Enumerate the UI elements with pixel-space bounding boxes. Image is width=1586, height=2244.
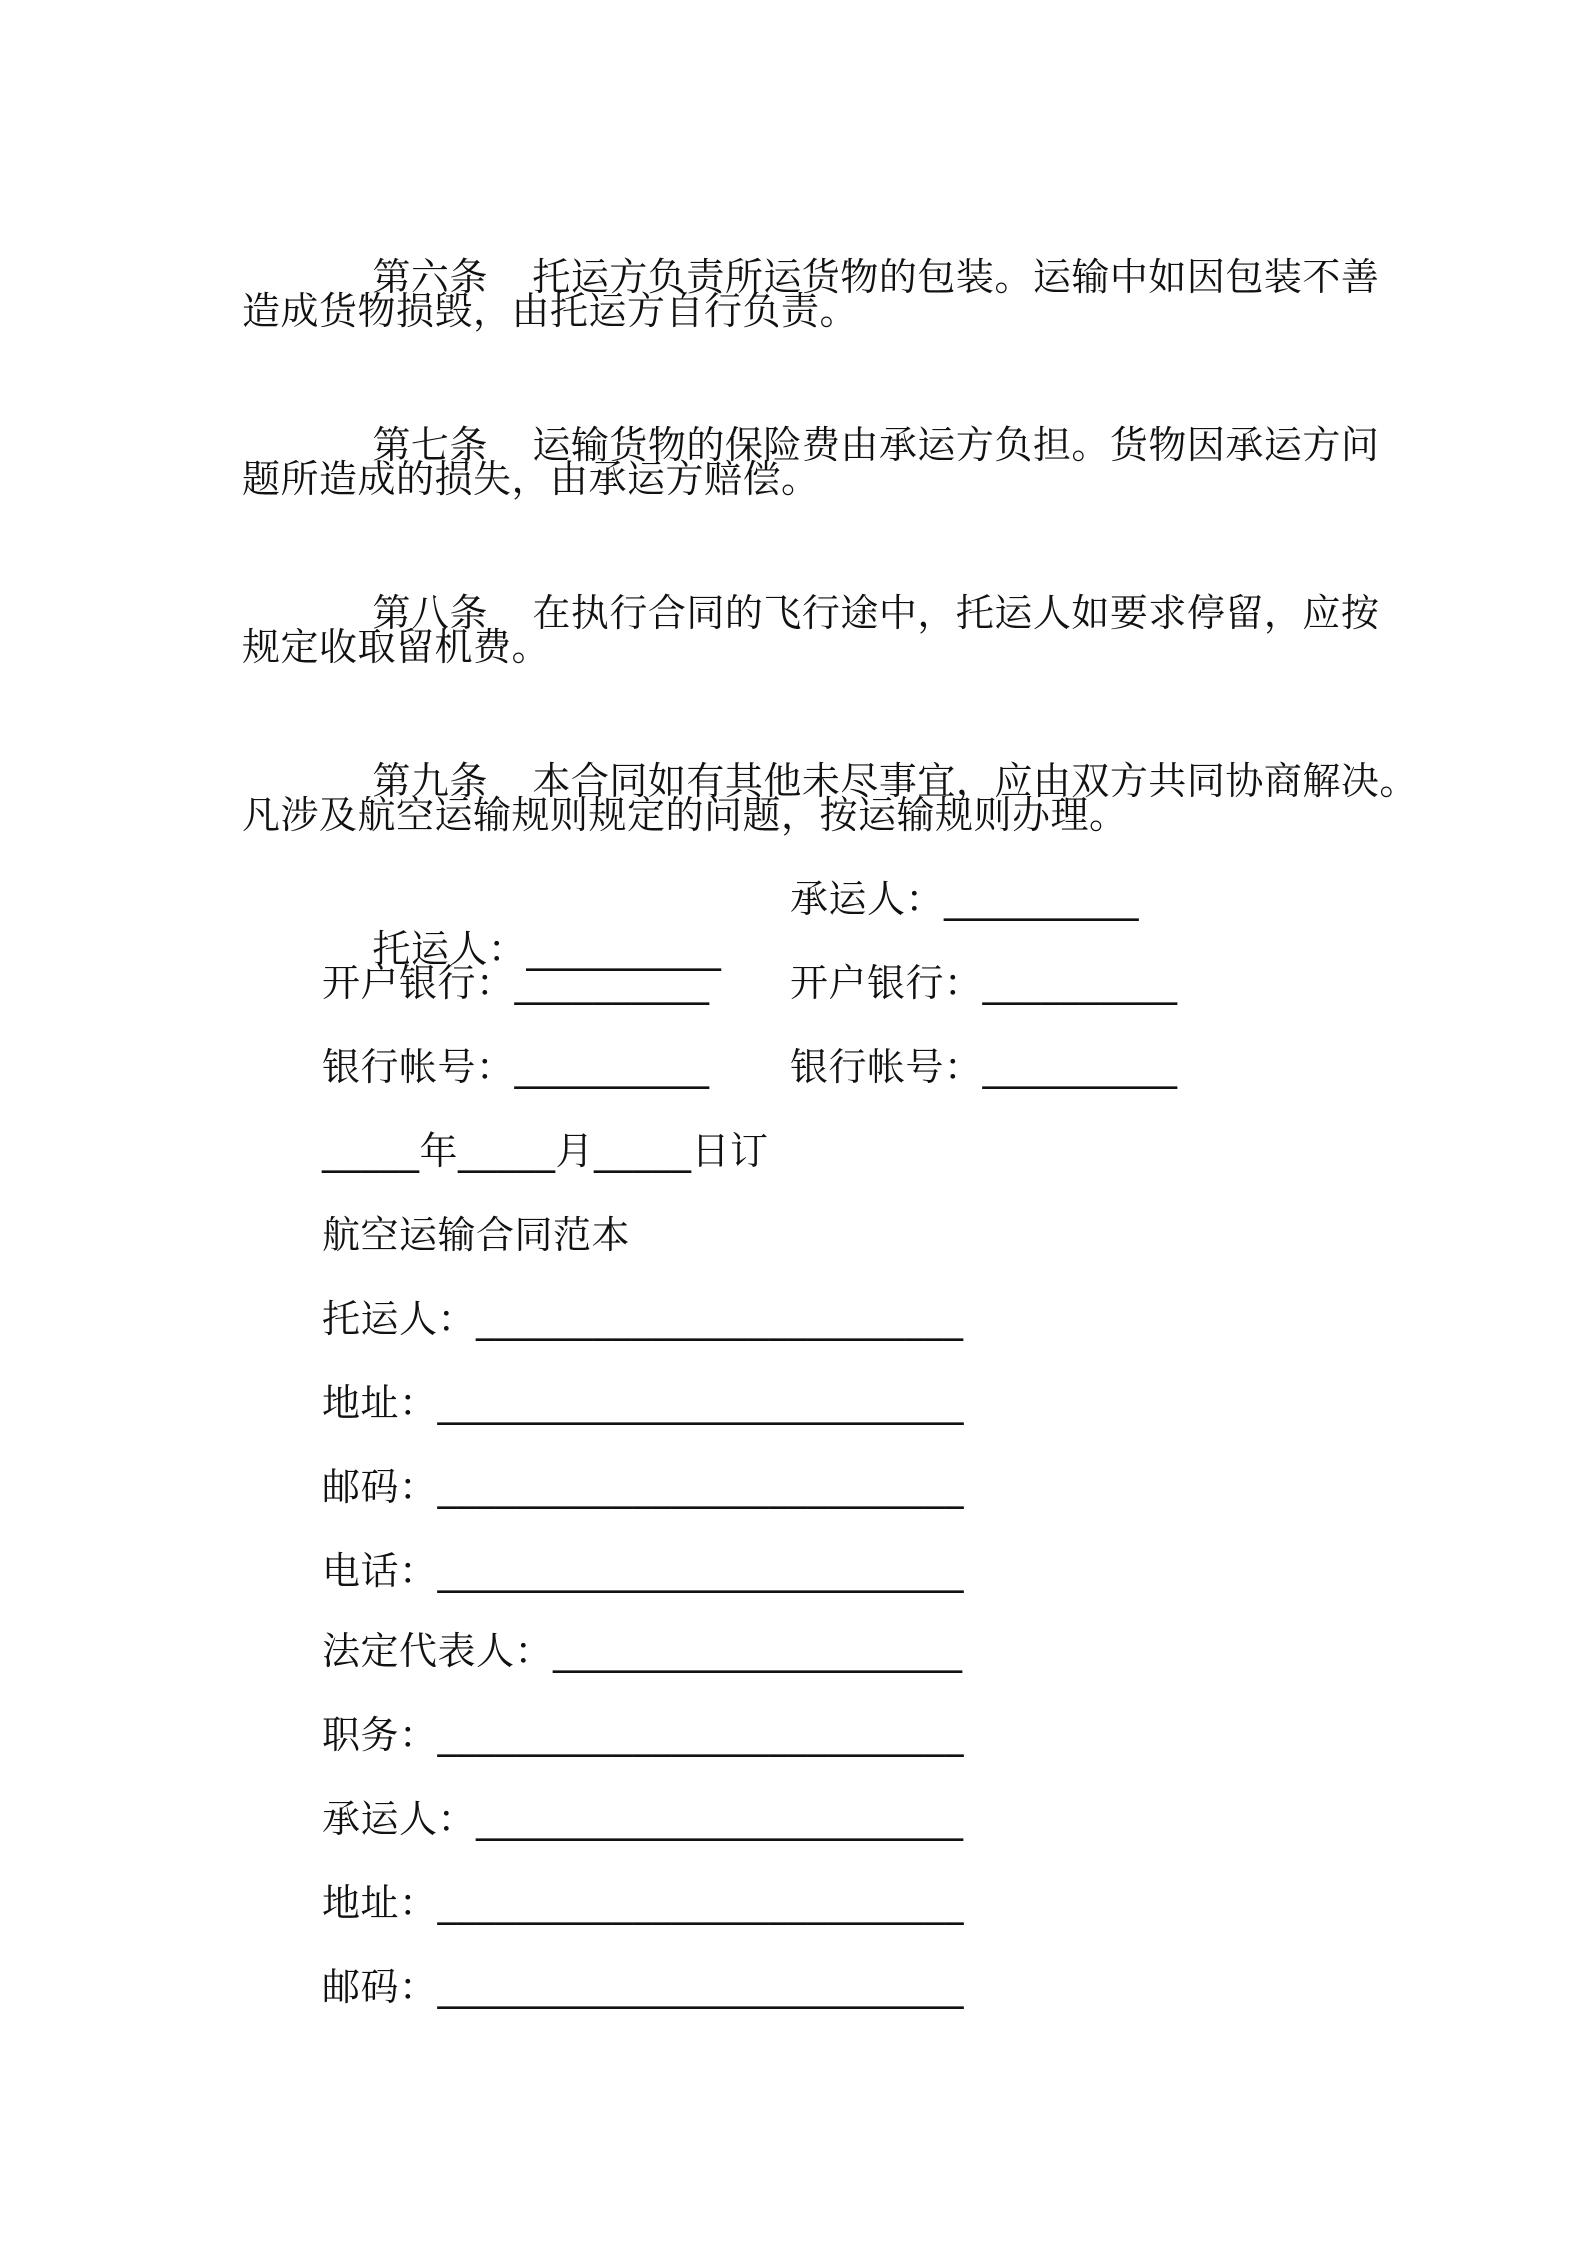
template-field-phone: 电话：___________________________ — [322, 1549, 965, 1593]
article-7-line-2: 题所造成的损失，由承运方赔偿。 — [242, 457, 820, 501]
article-9-number: 第九条 — [372, 759, 488, 803]
template-field-legal-rep: 法定代表人：_____________________ — [322, 1629, 963, 1673]
template-field-carrier: 承运人：_________________________ — [322, 1797, 964, 1841]
account-left-field: 银行帐号：__________ — [322, 1045, 710, 1089]
template-field-carrier-postcode: 邮码：___________________________ — [322, 1965, 965, 2009]
article-7-text-1: 运输货物的保险费由承运方负担。货物因承运方问 — [532, 423, 1380, 467]
article-9-line-2: 凡涉及航空运输规则规定的问题，按运输规则办理。 — [242, 793, 1128, 837]
template-title: 航空运输合同范本 — [322, 1213, 631, 1257]
carrier-signature-field: 承运人：__________ — [790, 877, 1140, 921]
date-field: _____年_____月_____日订 — [322, 1129, 769, 1173]
article-6-line-2: 造成货物损毁，由托运方自行负责。 — [242, 289, 859, 333]
bank-right-field: 开户银行：__________ — [790, 961, 1178, 1005]
shipper-signature-field: 托运人：__________ — [372, 927, 722, 971]
article-7-number: 第七条 — [372, 423, 488, 467]
template-field-postcode: 邮码：___________________________ — [322, 1465, 965, 1509]
template-field-position: 职务：___________________________ — [322, 1713, 965, 1757]
account-right-field: 银行帐号：__________ — [790, 1045, 1178, 1089]
template-field-address: 地址：___________________________ — [322, 1381, 965, 1425]
article-8-number: 第八条 — [372, 591, 488, 635]
template-field-carrier-address: 地址：___________________________ — [322, 1881, 965, 1925]
article-9-text-1: 本合同如有其他未尽事宜，应由双方共同协商解决。 — [532, 759, 1418, 803]
article-8-text-1: 在执行合同的飞行途中，托运人如要求停留，应按 — [532, 591, 1380, 635]
template-field-shipper: 托运人：_________________________ — [322, 1297, 964, 1341]
article-6-number: 第六条 — [372, 255, 488, 299]
article-8-line-2: 规定收取留机费。 — [242, 625, 551, 669]
bank-left-field: 开户银行：__________ — [322, 961, 710, 1005]
article-6-text-1: 托运方负责所运货物的包装。运输中如因包装不善 — [532, 255, 1380, 299]
